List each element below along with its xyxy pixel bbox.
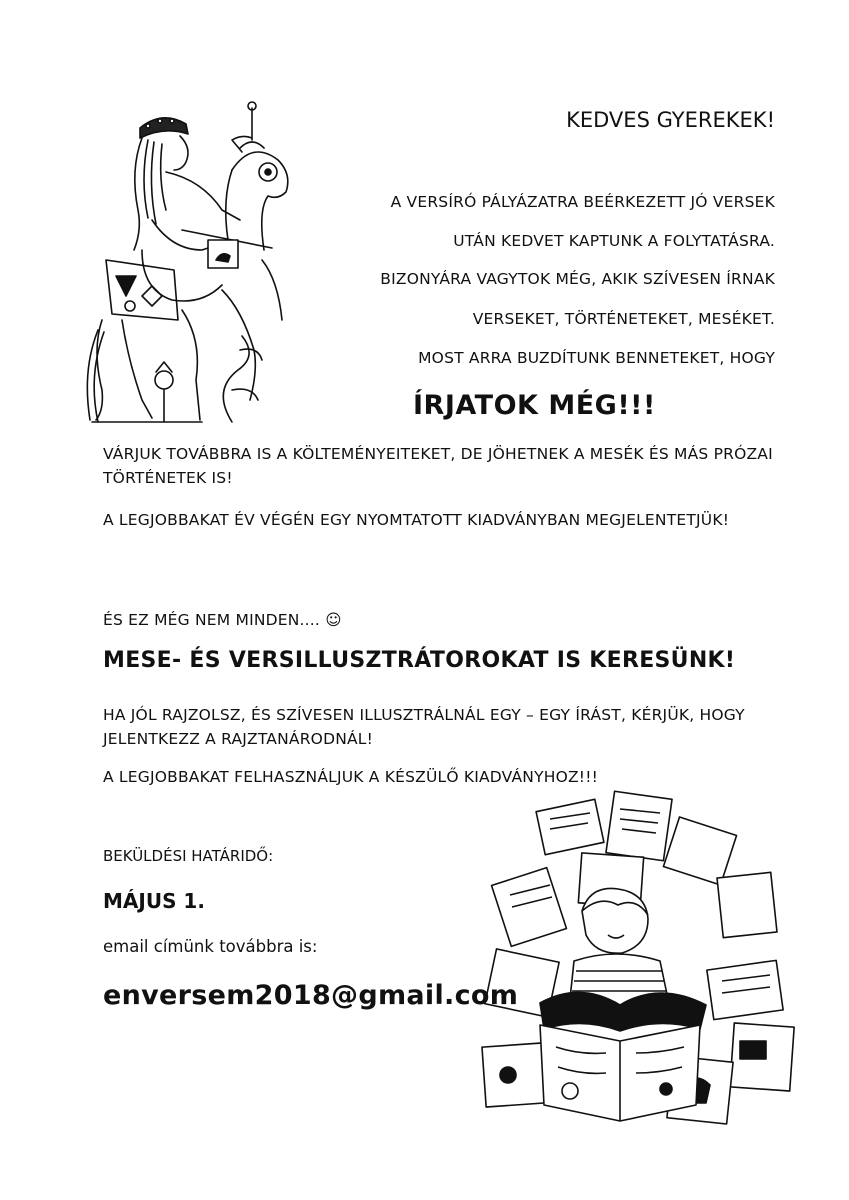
knight-on-horse-illustration [82,100,312,430]
intro-line-4: VERSEKET, TÖRTÉNETEKET, MESÉKET. [472,310,775,328]
paragraph-submissions: VÁRJUK TOVÁBBRA IS A KÖLTEMÉNYEITEKET, DE JÖHETNEK A MESÉK ÉS MÁS PRÓZAI TÖRTÉNETEK IS! [103,445,773,487]
child-reading-books-illustration [470,785,800,1130]
paragraph-illustrators: HA JÓL RAJZOLSZ, ÉS SZÍVESEN ILLUSZTRÁLNÁL EGY – EGY ÍRÁST, KÉRJÜK, HOGY JELENTKEZZ A RAJZTANÁRODNÁL! [103,706,745,748]
write-more-headline: ÍRJATOK MÉG!!! [413,390,656,421]
paragraph-use-best: A LEGJOBBAKAT FELHASZNÁLJUK A KÉSZÜLŐ KIADVÁNYHOZ!!! [103,768,599,786]
intro-line-1: A VERSÍRÓ PÁLYÁZATRA BEÉRKEZETT JÓ VERSEK [390,193,775,211]
illustrator-search-headline: MESE- ÉS VERSILLUSZTRÁTOROKAT IS KERESÜNK! [103,648,736,673]
paragraph-publication: A LEGJOBBAKAT ÉV VÉGÉN EGY NYOMTATOTT KIADVÁNYBAN MEGJELENTETJÜK! [103,511,730,529]
intro-line-5: MOST ARRA BUZDÍTUNK BENNETEKET, HOGY [418,349,775,367]
intro-line-3: BIZONYÁRA VAGYTOK MÉG, AKIK SZÍVESEN ÍRNAK [380,270,775,288]
greeting-heading: KEDVES GYEREKEK! [566,108,775,132]
deadline-date: MÁJUS 1. [103,889,205,913]
email-label: email címünk továbbra is: [103,937,318,956]
teaser-line: ÉS EZ MÉG NEM MINDEN.... ☺ [103,611,342,629]
email-address: enversem2018@gmail.com [103,980,519,1011]
deadline-label: BEKÜLDÉSI HATÁRIDŐ: [103,847,274,865]
intro-line-2: UTÁN KEDVET KAPTUNK A FOLYTATÁSRA. [453,232,775,250]
